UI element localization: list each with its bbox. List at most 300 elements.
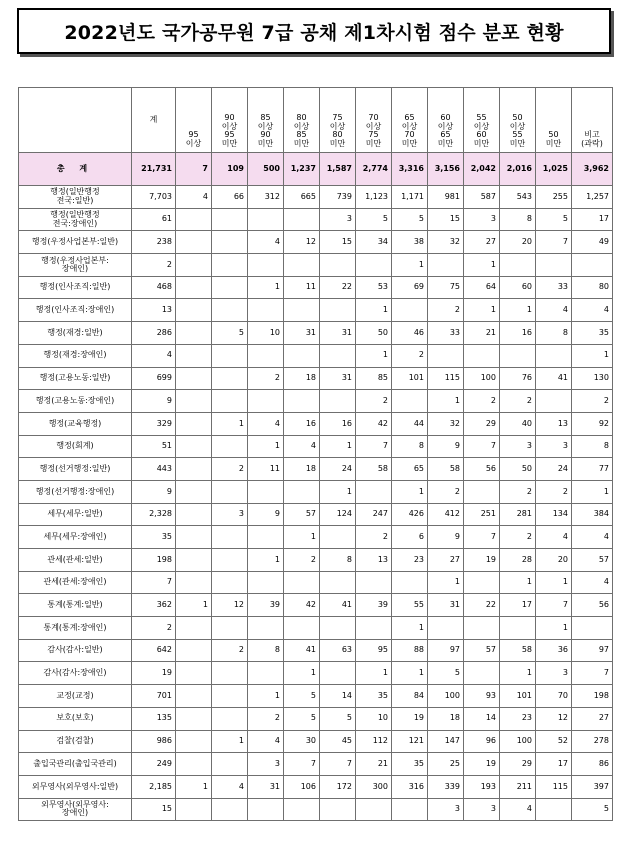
table-cell: 443 (132, 458, 176, 481)
table-row (19, 526, 613, 549)
table-cell: 46 (392, 322, 428, 345)
table-cell: 1 (212, 412, 248, 435)
row-category: 관세(관세:일반) (19, 549, 132, 572)
table-cell: 18 (284, 458, 320, 481)
row-category: 행정(인사조직:일반) (19, 276, 132, 299)
table-cell (212, 390, 248, 413)
table-cell (356, 571, 392, 594)
table-cell (176, 208, 212, 231)
table-cell: 12 (284, 231, 320, 254)
table-cell: 25 (428, 753, 464, 776)
table-cell (176, 412, 212, 435)
table-cell: 45 (320, 730, 356, 753)
table-cell (320, 526, 356, 549)
table-cell: 1 (392, 254, 428, 277)
table-cell: 1 (356, 344, 392, 367)
table-cell: 17 (536, 753, 572, 776)
table-cell: 53 (356, 276, 392, 299)
table-cell: 2 (132, 617, 176, 640)
table-cell: 312 (248, 186, 284, 209)
row-category: 행정(우정사업본부: 장애인) (19, 254, 132, 277)
table-cell: 55 (392, 594, 428, 617)
row-category: 외무영사(외무영사:일반) (19, 775, 132, 798)
table-cell: 281 (500, 503, 536, 526)
table-cell: 100 (428, 685, 464, 708)
total-cell: 2,042 (464, 153, 500, 186)
table-cell: 2 (356, 390, 392, 413)
row-category: 행정(인사조직:장애인) (19, 299, 132, 322)
table-cell: 40 (500, 412, 536, 435)
column-header: 65 이상 70 미만 (392, 88, 428, 153)
table-cell (392, 571, 428, 594)
table-cell: 4 (248, 231, 284, 254)
table-cell: 31 (320, 322, 356, 345)
table-cell: 1 (248, 685, 284, 708)
table-cell: 4 (536, 526, 572, 549)
table-cell (500, 254, 536, 277)
table-cell: 29 (500, 753, 536, 776)
table-row (19, 435, 613, 458)
table-cell (212, 753, 248, 776)
table-cell: 1 (572, 344, 613, 367)
table-cell (428, 254, 464, 277)
table-cell (212, 208, 248, 231)
table-cell (284, 571, 320, 594)
table-cell (212, 480, 248, 503)
table-cell: 2 (500, 480, 536, 503)
table-cell: 86 (572, 753, 613, 776)
row-category: 출입국관리(출입국관리) (19, 753, 132, 776)
table-cell: 6 (392, 526, 428, 549)
table-cell (176, 299, 212, 322)
table-cell (176, 480, 212, 503)
table-cell: 4 (132, 344, 176, 367)
table-cell (176, 526, 212, 549)
table-cell (464, 344, 500, 367)
table-cell (284, 254, 320, 277)
table-cell: 5 (284, 707, 320, 730)
table-cell: 543 (500, 186, 536, 209)
table-cell: 24 (320, 458, 356, 481)
table-cell: 8 (500, 208, 536, 231)
column-header: 비고 (과락) (572, 88, 613, 153)
table-cell (176, 276, 212, 299)
table-cell (176, 571, 212, 594)
row-category: 행정(고용노동:일반) (19, 367, 132, 390)
table-cell: 60 (500, 276, 536, 299)
table-cell: 39 (248, 594, 284, 617)
header-category (19, 88, 132, 153)
table-cell (176, 390, 212, 413)
table-cell: 115 (428, 367, 464, 390)
table-cell: 57 (284, 503, 320, 526)
table-cell: 1 (356, 299, 392, 322)
table-row (19, 480, 613, 503)
row-category: 행정(우정사업본부:일반) (19, 231, 132, 254)
table-cell: 3 (536, 662, 572, 685)
table-cell: 51 (132, 435, 176, 458)
table-cell: 93 (464, 685, 500, 708)
table-cell: 329 (132, 412, 176, 435)
table-cell: 7,703 (132, 186, 176, 209)
table-cell: 8 (248, 639, 284, 662)
table-cell: 42 (356, 412, 392, 435)
table-cell: 739 (320, 186, 356, 209)
table-row (19, 186, 613, 209)
table-cell: 4 (536, 299, 572, 322)
table-cell: 4 (248, 730, 284, 753)
table-cell: 121 (392, 730, 428, 753)
column-header: 60 이상 65 미만 (428, 88, 464, 153)
table-cell (176, 685, 212, 708)
row-category: 세무(세무:장애인) (19, 526, 132, 549)
table-cell (212, 367, 248, 390)
table-cell: 2 (212, 639, 248, 662)
table-cell: 7 (284, 753, 320, 776)
table-cell (176, 662, 212, 685)
table-cell: 29 (464, 412, 500, 435)
table-cell: 13 (132, 299, 176, 322)
table-cell: 238 (132, 231, 176, 254)
table-cell: 58 (500, 639, 536, 662)
table-cell (356, 254, 392, 277)
table-cell: 19 (464, 753, 500, 776)
table-cell (320, 390, 356, 413)
table-cell: 31 (320, 367, 356, 390)
table-cell: 587 (464, 186, 500, 209)
table-cell (176, 617, 212, 640)
table-cell: 1 (500, 662, 536, 685)
table-cell (356, 798, 392, 821)
row-category: 행정(선거행정:장애인) (19, 480, 132, 503)
table-cell: 36 (536, 639, 572, 662)
row-category: 교정(교정) (19, 685, 132, 708)
table-cell: 5 (392, 208, 428, 231)
table-cell: 65 (392, 458, 428, 481)
table-cell: 300 (356, 775, 392, 798)
table-cell: 426 (392, 503, 428, 526)
table-cell: 12 (536, 707, 572, 730)
table-cell: 16 (500, 322, 536, 345)
table-cell: 1 (248, 435, 284, 458)
table-cell: 339 (428, 775, 464, 798)
table-cell (176, 798, 212, 821)
table-cell: 2 (428, 480, 464, 503)
table-cell (176, 367, 212, 390)
table-cell: 211 (500, 775, 536, 798)
table-cell: 101 (500, 685, 536, 708)
table-cell (212, 231, 248, 254)
table-cell: 112 (356, 730, 392, 753)
table-cell: 16 (284, 412, 320, 435)
table-cell: 96 (464, 730, 500, 753)
table-cell: 4 (212, 775, 248, 798)
row-category: 통계(통계:장애인) (19, 617, 132, 640)
table-cell: 20 (536, 549, 572, 572)
table-cell (212, 299, 248, 322)
table-cell: 5 (320, 707, 356, 730)
table-cell (176, 344, 212, 367)
table-cell: 2 (536, 480, 572, 503)
table-cell (248, 798, 284, 821)
table-cell: 278 (572, 730, 613, 753)
row-category: 행정(재경:일반) (19, 322, 132, 345)
table-cell: 9 (428, 435, 464, 458)
table-cell: 57 (464, 639, 500, 662)
table-cell (176, 254, 212, 277)
table-row (19, 707, 613, 730)
table-cell: 124 (320, 503, 356, 526)
table-cell: 22 (464, 594, 500, 617)
table-cell (248, 208, 284, 231)
table-cell: 8 (392, 435, 428, 458)
table-cell: 85 (356, 367, 392, 390)
table-cell: 3 (500, 435, 536, 458)
table-cell: 57 (572, 549, 613, 572)
row-category: 관세(관세:장애인) (19, 571, 132, 594)
table-cell: 15 (132, 798, 176, 821)
table-cell (320, 344, 356, 367)
table-cell: 18 (428, 707, 464, 730)
table-cell: 665 (284, 186, 320, 209)
table-cell: 1 (356, 662, 392, 685)
table-cell: 7 (536, 594, 572, 617)
table-cell (248, 617, 284, 640)
score-distribution-table (18, 87, 613, 821)
table-cell (176, 639, 212, 662)
total-cell: 1,025 (536, 153, 572, 186)
table-cell: 15 (428, 208, 464, 231)
table-cell: 468 (132, 276, 176, 299)
table-cell (464, 480, 500, 503)
table-row (19, 322, 613, 345)
table-cell (284, 390, 320, 413)
table-cell: 362 (132, 594, 176, 617)
page-title: 2022년도 국가공무원 7급 공채 제1차시험 점수 분포 현황 (17, 8, 611, 54)
table-cell: 1 (284, 526, 320, 549)
row-category: 검찰(검찰) (19, 730, 132, 753)
table-cell: 17 (500, 594, 536, 617)
table-cell: 56 (464, 458, 500, 481)
table-cell: 2,328 (132, 503, 176, 526)
table-cell: 35 (356, 685, 392, 708)
table-cell (320, 617, 356, 640)
table-row (19, 231, 613, 254)
table-cell (248, 662, 284, 685)
table-cell (500, 617, 536, 640)
table-cell: 33 (428, 322, 464, 345)
table-cell: 1 (176, 594, 212, 617)
table-cell: 286 (132, 322, 176, 345)
table-row (19, 254, 613, 277)
table-cell: 1 (320, 435, 356, 458)
table-row (19, 639, 613, 662)
table-cell: 100 (464, 367, 500, 390)
row-category: 행정(선거행정:일반) (19, 458, 132, 481)
table-cell: 64 (464, 276, 500, 299)
table-cell (212, 685, 248, 708)
table-cell: 642 (132, 639, 176, 662)
total-cell: 3,316 (392, 153, 428, 186)
total-cell: 3,156 (428, 153, 464, 186)
table-cell: 2 (572, 390, 613, 413)
table-row (19, 412, 613, 435)
table-cell: 2 (248, 367, 284, 390)
table-cell (320, 798, 356, 821)
table-cell: 249 (132, 753, 176, 776)
table-row (19, 276, 613, 299)
table-cell: 92 (572, 412, 613, 435)
table-cell: 8 (572, 435, 613, 458)
table-cell: 8 (536, 322, 572, 345)
table-cell: 2 (212, 458, 248, 481)
table-cell: 1 (572, 480, 613, 503)
table-cell (536, 344, 572, 367)
table-cell: 13 (536, 412, 572, 435)
table-cell (212, 707, 248, 730)
table-cell (176, 435, 212, 458)
table-cell: 44 (392, 412, 428, 435)
table-cell (392, 299, 428, 322)
table-cell: 1 (248, 549, 284, 572)
table-row (19, 299, 613, 322)
table-cell: 12 (212, 594, 248, 617)
table-cell: 5 (428, 662, 464, 685)
table-cell: 3 (212, 503, 248, 526)
table-cell: 22 (320, 276, 356, 299)
table-cell: 32 (428, 231, 464, 254)
table-cell: 7 (356, 435, 392, 458)
table-row (19, 390, 613, 413)
table-cell: 1 (176, 775, 212, 798)
table-row (19, 685, 613, 708)
table-cell: 135 (132, 707, 176, 730)
total-cell: 500 (248, 153, 284, 186)
total-cell: 7 (176, 153, 212, 186)
table-cell (248, 254, 284, 277)
table-body (19, 153, 613, 821)
table-row (19, 208, 613, 231)
table-cell: 58 (428, 458, 464, 481)
table-cell (248, 480, 284, 503)
table-cell: 14 (464, 707, 500, 730)
column-header: 계 (132, 88, 176, 153)
table-cell: 1 (536, 617, 572, 640)
table-row (19, 753, 613, 776)
table-row (19, 617, 613, 640)
table-cell: 3 (428, 798, 464, 821)
table-cell: 39 (356, 594, 392, 617)
table-cell: 101 (392, 367, 428, 390)
table-cell: 2 (500, 526, 536, 549)
table-cell: 172 (320, 775, 356, 798)
table-cell: 701 (132, 685, 176, 708)
table-cell (176, 753, 212, 776)
table-cell: 1 (464, 299, 500, 322)
total-row (19, 153, 613, 186)
table-cell (248, 571, 284, 594)
table-cell: 2 (132, 254, 176, 277)
table-cell: 1,123 (356, 186, 392, 209)
row-category: 외무영사(외무영사: 장애인) (19, 798, 132, 821)
table-cell: 35 (392, 753, 428, 776)
table-cell (356, 617, 392, 640)
column-header: 95 이상 (176, 88, 212, 153)
table-cell (176, 322, 212, 345)
table-cell: 4 (284, 435, 320, 458)
row-category: 행정(회계) (19, 435, 132, 458)
table-cell (176, 503, 212, 526)
table-cell: 34 (356, 231, 392, 254)
table-row (19, 798, 613, 821)
table-cell (212, 662, 248, 685)
table-cell: 28 (500, 549, 536, 572)
table-cell (248, 344, 284, 367)
table-cell: 4 (572, 571, 613, 594)
table-cell: 3 (464, 798, 500, 821)
table-cell (536, 390, 572, 413)
table-cell: 97 (572, 639, 613, 662)
table-row (19, 344, 613, 367)
table-cell: 13 (356, 549, 392, 572)
column-header: 75 이상 80 미만 (320, 88, 356, 153)
row-category: 행정(고용노동:장애인) (19, 390, 132, 413)
row-category: 보호(보호) (19, 707, 132, 730)
table-cell: 9 (132, 390, 176, 413)
table-row (19, 662, 613, 685)
table-cell: 30 (284, 730, 320, 753)
table-cell: 32 (428, 412, 464, 435)
table-row (19, 549, 613, 572)
table-cell: 8 (320, 549, 356, 572)
table-cell (572, 254, 613, 277)
column-header: 55 이상 60 미만 (464, 88, 500, 153)
table-cell: 58 (356, 458, 392, 481)
table-cell: 69 (392, 276, 428, 299)
table-cell: 4 (248, 412, 284, 435)
table-cell: 5 (284, 685, 320, 708)
table-cell (428, 344, 464, 367)
table-cell: 130 (572, 367, 613, 390)
table-cell: 23 (500, 707, 536, 730)
table-cell: 255 (536, 186, 572, 209)
table-cell (248, 390, 284, 413)
table-cell: 4 (500, 798, 536, 821)
table-cell: 23 (392, 549, 428, 572)
table-cell: 77 (572, 458, 613, 481)
table-cell: 27 (428, 549, 464, 572)
table-cell: 4 (572, 526, 613, 549)
table-cell (176, 458, 212, 481)
table-cell: 21 (356, 753, 392, 776)
table-cell: 1 (248, 276, 284, 299)
table-cell: 9 (428, 526, 464, 549)
row-category: 행정(교육행정) (19, 412, 132, 435)
table-cell: 19 (392, 707, 428, 730)
table-cell: 42 (284, 594, 320, 617)
row-category: 세무(세무:일반) (19, 503, 132, 526)
table-cell: 19 (464, 549, 500, 572)
table-cell: 1 (500, 299, 536, 322)
table-cell: 1 (392, 662, 428, 685)
table-cell: 384 (572, 503, 613, 526)
table-cell: 31 (284, 322, 320, 345)
table-cell: 2 (392, 344, 428, 367)
table-cell: 27 (572, 707, 613, 730)
table-cell: 2 (464, 390, 500, 413)
table-cell: 95 (356, 639, 392, 662)
table-cell (212, 276, 248, 299)
